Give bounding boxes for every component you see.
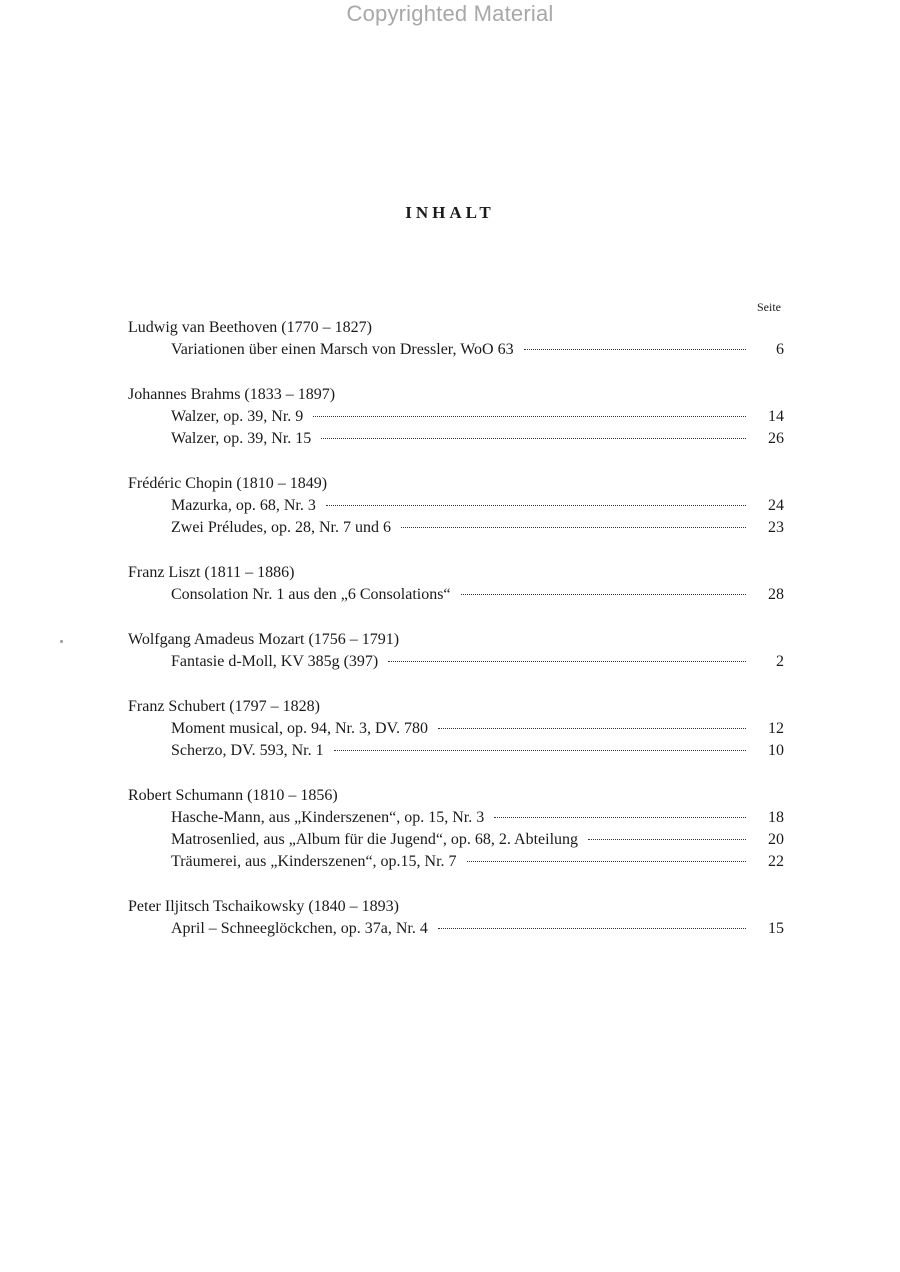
dot-leader [401,527,746,528]
entry-page-number: 12 [768,720,784,737]
entry-title: Mazurka, op. 68, Nr. 3 [171,497,316,514]
entry-title: Moment musical, op. 94, Nr. 3, DV. 780 [171,720,429,737]
toc-entry [128,651,784,673]
entry-page-number: 15 [768,920,784,937]
toc-entry [128,428,784,450]
entry-title: Walzer, op. 39, Nr. 15 [171,430,312,447]
composer-heading: Frédéric Chopin (1810 – 1849) [128,475,328,492]
entry-page-number: 23 [768,519,784,536]
toc-entry [128,495,784,517]
entry-title: Träumerei, aus „Kinderszenen“, op.15, Nr. 7 [171,853,457,870]
entry-page-number: 2 [776,653,784,670]
dot-leader [438,728,746,729]
dot-leader [494,817,746,818]
copyright-watermark: Copyrighted Material [346,1,554,26]
entry-page-number: 6 [776,341,784,358]
composer-section-liszt [128,561,784,606]
entry-title: Fantasie d-Moll, KV 385g (397) [171,653,379,670]
composer-section-tschaikowsky [128,895,784,940]
dot-leader [321,438,746,439]
dot-leader [388,661,746,662]
entry-title: Consolation Nr. 1 aus den „6 Consolations“ [171,586,451,603]
entry-page-number: 14 [768,408,784,425]
composer-section-mozart [128,628,784,673]
dot-leader [588,839,746,840]
composer-heading: Franz Liszt (1811 – 1886) [128,564,295,581]
composer-heading: Wolfgang Amadeus Mozart (1756 – 1791) [128,631,400,648]
composer-section-brahms [128,383,784,450]
toc-entry [128,584,784,606]
entry-title: Variationen über einen Marsch von Dressler, WoO 63 [171,341,514,358]
toc-entry [128,807,784,829]
entry-page-number: 22 [768,853,784,870]
toc-entry [128,918,784,940]
page-title: INHALT [405,203,495,222]
composer-heading: Franz Schubert (1797 – 1828) [128,698,320,715]
scan-speck [60,640,63,643]
toc-entry [128,740,784,762]
dot-leader [461,594,746,595]
entry-page-number: 18 [768,809,784,826]
entry-page-number: 20 [768,831,784,848]
dot-leader [524,349,746,350]
dot-leader [438,928,746,929]
toc-entry [128,851,784,873]
dot-leader [326,505,746,506]
entry-title: Hasche-Mann, aus „Kinderszenen“, op. 15, Nr. 3 [171,809,485,826]
entry-title: Zwei Préludes, op. 28, Nr. 7 und 6 [171,519,391,536]
dot-leader [334,750,746,751]
page-column-label: Seite [757,300,781,314]
table-of-contents [128,316,784,962]
entry-page-number: 10 [768,742,784,759]
composer-heading: Ludwig van Beethoven (1770 – 1827) [128,319,372,336]
entry-title: April – Schneeglöckchen, op. 37a, Nr. 4 [171,920,428,937]
toc-entry [128,339,784,361]
toc-entry [128,517,784,539]
dot-leader [467,861,746,862]
toc-entry [128,718,784,740]
toc-entry [128,406,784,428]
entry-page-number: 26 [768,430,784,447]
composer-section-schubert [128,695,784,762]
composer-heading: Robert Schumann (1810 – 1856) [128,787,338,804]
composer-section-chopin [128,472,784,539]
entry-title: Matrosenlied, aus „Album für die Jugend“, op. 68, 2. Abteilung [171,831,579,848]
entry-page-number: 24 [768,497,784,514]
composer-heading: Peter Iljitsch Tschaikowsky (1840 – 1893) [128,898,399,915]
composer-section-beethoven [128,316,784,361]
toc-entry [128,829,784,851]
composer-section-schumann [128,784,784,873]
composer-heading: Johannes Brahms (1833 – 1897) [128,386,336,403]
dot-leader [313,416,746,417]
entry-page-number: 28 [768,586,784,603]
entry-title: Walzer, op. 39, Nr. 9 [171,408,304,425]
entry-title: Scherzo, DV. 593, Nr. 1 [171,742,324,759]
